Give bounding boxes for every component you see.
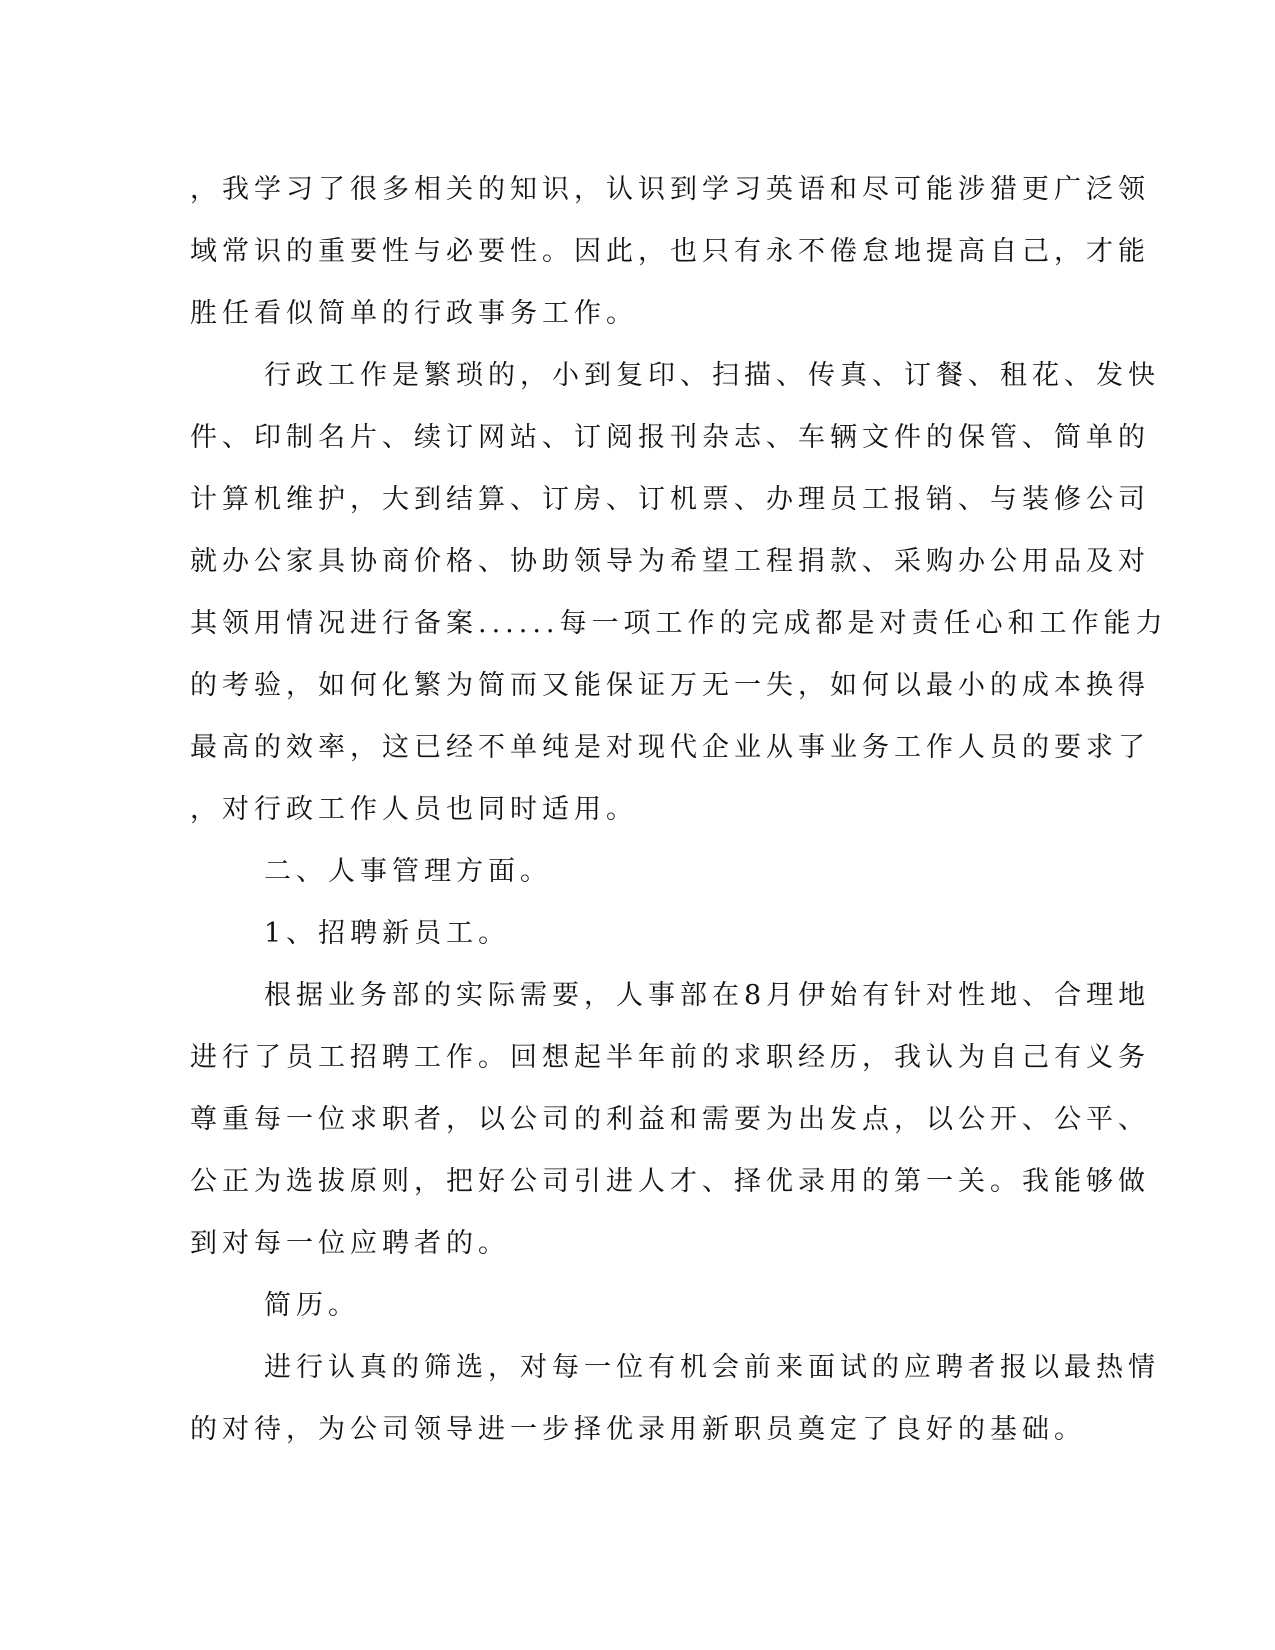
text-line: 胜任看似简单的行政事务工作。 (190, 298, 638, 329)
text-line: 公正为选拔原则，把好公司引进人才、择优录用的第一关。我能够做 (190, 1166, 1150, 1197)
subsection-heading: 1、招聘新员工。 (264, 918, 511, 949)
text-line: 域常识的重要性与必要性。因此，也只有永不倦怠地提高自己，才能 (190, 236, 1150, 267)
text-line: 根据业务部的实际需要，人事部在8月伊始有针对性地、合理地 (264, 980, 1151, 1011)
text-line: 就办公家具协商价格、协助领导为希望工程捐款、采购办公用品及对 (190, 546, 1150, 577)
text-line: 到对每一位应聘者的。 (190, 1228, 510, 1259)
text-line: 简历。 (264, 1290, 360, 1321)
text-line: 其领用情况进行备案......每一项工作的完成都是对责任心和工作能力 (190, 608, 1168, 639)
text-line: 最高的效率，这已经不单纯是对现代企业从事业务工作人员的要求了 (190, 732, 1150, 763)
text-line: 件、印制名片、续订网站、订阅报刊杂志、车辆文件的保管、简单的 (190, 422, 1150, 453)
section-heading: 二、人事管理方面。 (264, 856, 552, 887)
text-line: 尊重每一位求职者，以公司的利益和需要为出发点，以公开、公平、 (190, 1104, 1150, 1135)
text-line: 行政工作是繁琐的，小到复印、扫描、传真、订餐、租花、发快 (264, 360, 1160, 391)
text-line: ，对行政工作人员也同时适用。 (190, 794, 638, 825)
text-line: ，我学习了很多相关的知识，认识到学习英语和尽可能涉猎更广泛领 (190, 174, 1150, 205)
text-line: 进行认真的筛选，对每一位有机会前来面试的应聘者报以最热情 (264, 1352, 1160, 1383)
text-line: 的对待，为公司领导进一步择优录用新职员奠定了良好的基础。 (190, 1414, 1086, 1445)
text-line: 的考验，如何化繁为简而又能保证万无一失，如何以最小的成本换得 (190, 670, 1150, 701)
text-line: 计算机维护，大到结算、订房、订机票、办理员工报销、与装修公司 (190, 484, 1150, 515)
text-line: 进行了员工招聘工作。回想起半年前的求职经历，我认为自己有义务 (190, 1042, 1150, 1073)
document-body (190, 159, 1168, 1461)
